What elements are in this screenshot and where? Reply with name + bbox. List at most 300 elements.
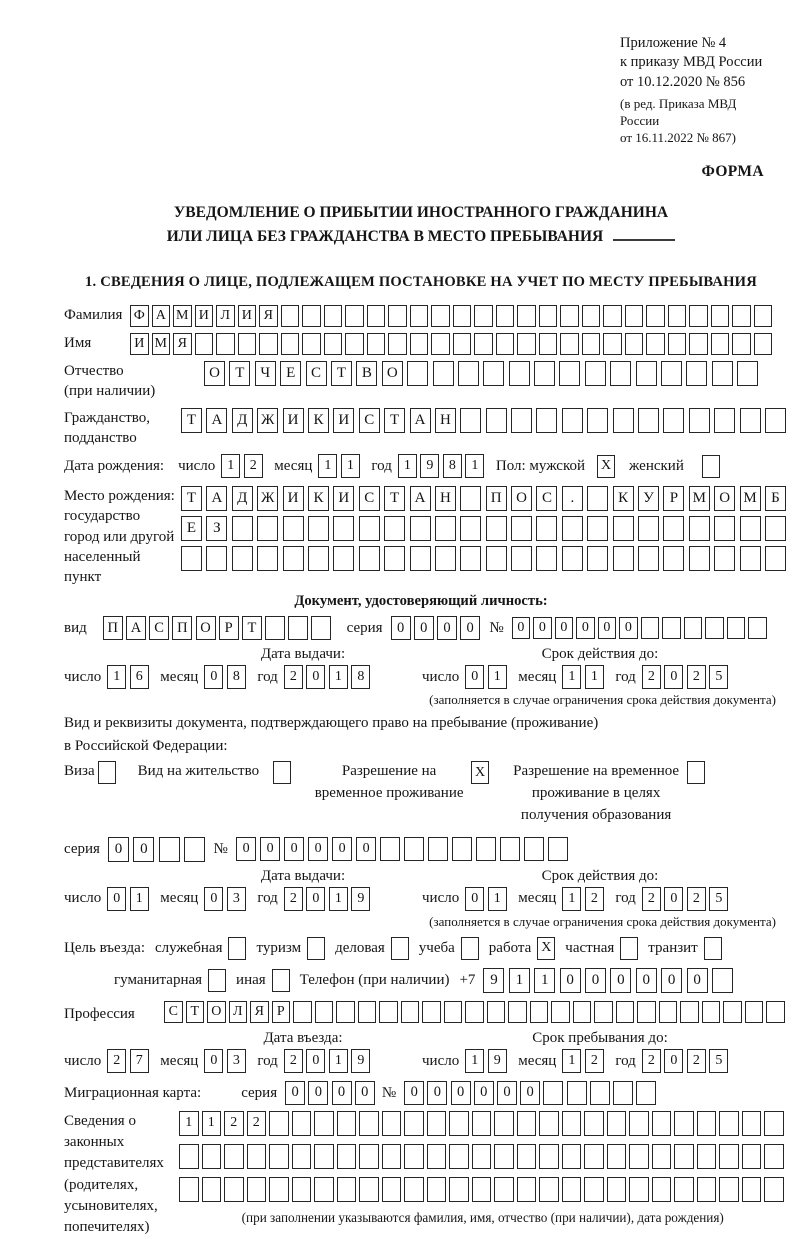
char-cell[interactable]: Т <box>229 361 250 386</box>
char-cell[interactable]: 0 <box>404 1081 424 1105</box>
char-cell[interactable] <box>422 1001 441 1023</box>
char-cell[interactable]: 5 <box>709 665 728 689</box>
char-cell[interactable] <box>410 516 431 541</box>
char-cell[interactable] <box>458 361 479 386</box>
char-cell[interactable] <box>292 1144 312 1169</box>
char-cell[interactable] <box>689 546 710 571</box>
char-cell[interactable] <box>472 1111 492 1136</box>
char-cell[interactable]: М <box>152 333 171 355</box>
char-cell[interactable]: Н <box>435 408 456 433</box>
char-cell[interactable] <box>179 1144 199 1169</box>
char-cell[interactable] <box>765 408 786 433</box>
char-cell[interactable]: 0 <box>664 887 683 911</box>
char-cell[interactable] <box>517 1177 537 1202</box>
char-cell[interactable]: 3 <box>227 887 246 911</box>
char-cell[interactable] <box>379 1001 398 1023</box>
char-cell[interactable] <box>500 837 521 861</box>
char-cell[interactable] <box>259 333 278 355</box>
char-cell[interactable]: 1 <box>562 1049 581 1073</box>
char-cell[interactable] <box>247 1144 267 1169</box>
char-cell[interactable] <box>585 361 606 386</box>
char-cell[interactable]: Я <box>173 333 192 355</box>
char-cell[interactable] <box>560 333 579 355</box>
char-cell[interactable] <box>358 1001 377 1023</box>
char-cell[interactable]: 0 <box>520 1081 540 1105</box>
char-cell[interactable] <box>460 546 481 571</box>
char-cell[interactable]: 1 <box>130 887 149 911</box>
char-cell[interactable]: 1 <box>398 454 417 478</box>
char-cell[interactable] <box>536 408 557 433</box>
purpose-humanitarian-checkbox[interactable] <box>208 969 226 992</box>
char-cell[interactable]: 0 <box>661 968 682 993</box>
char-cell[interactable]: 9 <box>351 887 370 911</box>
char-cell[interactable]: О <box>714 486 735 511</box>
char-cell[interactable]: Т <box>186 1001 205 1023</box>
char-cell[interactable] <box>511 516 532 541</box>
char-cell[interactable]: 1 <box>562 665 581 689</box>
char-cell[interactable] <box>384 546 405 571</box>
char-cell[interactable]: 0 <box>204 665 223 689</box>
char-cell[interactable] <box>636 361 657 386</box>
char-cell[interactable]: 2 <box>244 454 263 478</box>
char-cell[interactable] <box>494 1144 514 1169</box>
purpose-other-checkbox[interactable] <box>272 969 290 992</box>
char-cell[interactable] <box>345 305 364 327</box>
char-cell[interactable]: 0 <box>332 1081 352 1105</box>
char-cell[interactable] <box>308 516 329 541</box>
char-cell[interactable] <box>496 305 515 327</box>
char-cell[interactable]: 0 <box>664 665 683 689</box>
char-cell[interactable] <box>496 333 515 355</box>
char-cell[interactable]: 2 <box>642 887 661 911</box>
char-cell[interactable] <box>638 408 659 433</box>
char-cell[interactable] <box>663 408 684 433</box>
char-cell[interactable] <box>476 837 497 861</box>
char-cell[interactable]: 0 <box>355 1081 375 1105</box>
char-cell[interactable]: Т <box>331 361 352 386</box>
char-cell[interactable]: 0 <box>576 617 595 639</box>
char-cell[interactable]: 0 <box>598 617 617 639</box>
char-cell[interactable]: 6 <box>130 665 149 689</box>
char-cell[interactable]: 0 <box>308 1081 328 1105</box>
char-cell[interactable]: 0 <box>308 837 329 861</box>
char-cell[interactable] <box>587 408 608 433</box>
char-cell[interactable]: 0 <box>260 837 281 861</box>
char-cell[interactable]: М <box>740 486 761 511</box>
char-cell[interactable]: С <box>164 1001 183 1023</box>
char-cell[interactable]: 2 <box>284 887 303 911</box>
char-cell[interactable] <box>610 361 631 386</box>
char-cell[interactable] <box>539 305 558 327</box>
char-cell[interactable] <box>427 1144 447 1169</box>
char-cell[interactable]: Е <box>181 516 202 541</box>
char-cell[interactable]: С <box>359 486 380 511</box>
char-cell[interactable]: 1 <box>318 454 337 478</box>
char-cell[interactable]: Т <box>181 486 202 511</box>
char-cell[interactable]: 2 <box>642 1049 661 1073</box>
char-cell[interactable]: 1 <box>329 1049 348 1073</box>
char-cell[interactable] <box>719 1111 739 1136</box>
char-cell[interactable]: С <box>306 361 327 386</box>
char-cell[interactable] <box>487 1001 506 1023</box>
char-cell[interactable] <box>629 1111 649 1136</box>
char-cell[interactable]: 9 <box>483 968 504 993</box>
char-cell[interactable] <box>754 333 773 355</box>
char-cell[interactable]: Т <box>242 616 262 640</box>
char-cell[interactable] <box>719 1144 739 1169</box>
char-cell[interactable] <box>410 546 431 571</box>
char-cell[interactable]: К <box>308 486 329 511</box>
char-cell[interactable]: И <box>333 408 354 433</box>
char-cell[interactable]: 1 <box>107 665 126 689</box>
char-cell[interactable]: Л <box>216 305 235 327</box>
char-cell[interactable] <box>616 1001 635 1023</box>
char-cell[interactable]: К <box>308 408 329 433</box>
char-cell[interactable] <box>472 1177 492 1202</box>
char-cell[interactable] <box>711 305 730 327</box>
char-cell[interactable] <box>232 516 253 541</box>
char-cell[interactable] <box>637 1001 656 1023</box>
char-cell[interactable]: Р <box>219 616 239 640</box>
char-cell[interactable]: 9 <box>488 1049 507 1073</box>
char-cell[interactable]: 1 <box>488 887 507 911</box>
char-cell[interactable]: 0 <box>236 837 257 861</box>
char-cell[interactable] <box>562 408 583 433</box>
char-cell[interactable] <box>629 1144 649 1169</box>
char-cell[interactable] <box>281 305 300 327</box>
char-cell[interactable] <box>582 333 601 355</box>
char-cell[interactable] <box>594 1001 613 1023</box>
char-cell[interactable] <box>337 1177 357 1202</box>
char-cell[interactable] <box>292 1177 312 1202</box>
char-cell[interactable] <box>517 333 536 355</box>
char-cell[interactable] <box>314 1144 334 1169</box>
char-cell[interactable]: И <box>238 305 257 327</box>
char-cell[interactable] <box>324 305 343 327</box>
char-cell[interactable] <box>590 1081 610 1105</box>
char-cell[interactable] <box>483 361 504 386</box>
char-cell[interactable]: А <box>126 616 146 640</box>
char-cell[interactable] <box>474 305 493 327</box>
char-cell[interactable] <box>404 1177 424 1202</box>
char-cell[interactable] <box>714 516 735 541</box>
char-cell[interactable] <box>711 333 730 355</box>
char-cell[interactable] <box>765 546 786 571</box>
char-cell[interactable] <box>603 305 622 327</box>
char-cell[interactable] <box>603 333 622 355</box>
char-cell[interactable]: 1 <box>465 454 484 478</box>
char-cell[interactable] <box>652 1177 672 1202</box>
char-cell[interactable] <box>179 1177 199 1202</box>
char-cell[interactable] <box>324 333 343 355</box>
char-cell[interactable] <box>382 1144 402 1169</box>
char-cell[interactable]: 2 <box>284 1049 303 1073</box>
char-cell[interactable] <box>257 546 278 571</box>
char-cell[interactable]: 1 <box>221 454 240 478</box>
char-cell[interactable] <box>543 1081 563 1105</box>
char-cell[interactable]: 1 <box>329 887 348 911</box>
char-cell[interactable] <box>582 305 601 327</box>
char-cell[interactable] <box>269 1111 289 1136</box>
char-cell[interactable]: 1 <box>509 968 530 993</box>
char-cell[interactable] <box>742 1177 762 1202</box>
char-cell[interactable] <box>680 1001 699 1023</box>
char-cell[interactable]: Е <box>280 361 301 386</box>
char-cell[interactable] <box>764 1111 784 1136</box>
char-cell[interactable]: 2 <box>687 665 706 689</box>
purpose-private-checkbox[interactable] <box>620 937 638 960</box>
char-cell[interactable] <box>551 1001 570 1023</box>
char-cell[interactable]: 8 <box>227 665 246 689</box>
char-cell[interactable]: 0 <box>497 1081 517 1105</box>
char-cell[interactable]: 2 <box>687 887 706 911</box>
char-cell[interactable]: 0 <box>533 617 552 639</box>
char-cell[interactable]: 0 <box>460 616 480 640</box>
char-cell[interactable] <box>486 408 507 433</box>
char-cell[interactable]: П <box>103 616 123 640</box>
char-cell[interactable] <box>269 1144 289 1169</box>
char-cell[interactable] <box>232 546 253 571</box>
sex-male-checkbox[interactable]: X <box>597 455 615 478</box>
char-cell[interactable]: 0 <box>306 887 325 911</box>
char-cell[interactable] <box>714 546 735 571</box>
char-cell[interactable] <box>587 486 608 511</box>
char-cell[interactable] <box>427 1111 447 1136</box>
char-cell[interactable]: 0 <box>107 887 126 911</box>
char-cell[interactable]: 0 <box>555 617 574 639</box>
char-cell[interactable] <box>293 1001 312 1023</box>
char-cell[interactable] <box>460 516 481 541</box>
char-cell[interactable]: 8 <box>443 454 462 478</box>
char-cell[interactable] <box>382 1177 402 1202</box>
option-temp-residence-checkbox[interactable]: X <box>471 761 489 784</box>
char-cell[interactable]: А <box>206 486 227 511</box>
char-cell[interactable]: 0 <box>414 616 434 640</box>
char-cell[interactable] <box>668 305 687 327</box>
char-cell[interactable] <box>460 486 481 511</box>
char-cell[interactable] <box>732 305 751 327</box>
char-cell[interactable] <box>727 617 746 639</box>
char-cell[interactable] <box>652 1111 672 1136</box>
char-cell[interactable] <box>224 1177 244 1202</box>
char-cell[interactable]: И <box>333 486 354 511</box>
char-cell[interactable] <box>388 333 407 355</box>
char-cell[interactable] <box>367 333 386 355</box>
char-cell[interactable]: 1 <box>179 1111 199 1136</box>
char-cell[interactable]: 1 <box>341 454 360 478</box>
char-cell[interactable]: 0 <box>512 617 531 639</box>
char-cell[interactable]: 0 <box>474 1081 494 1105</box>
char-cell[interactable] <box>663 546 684 571</box>
char-cell[interactable]: П <box>172 616 192 640</box>
char-cell[interactable]: Я <box>250 1001 269 1023</box>
char-cell[interactable]: 0 <box>284 837 305 861</box>
char-cell[interactable] <box>689 516 710 541</box>
char-cell[interactable] <box>404 1144 424 1169</box>
char-cell[interactable] <box>283 546 304 571</box>
char-cell[interactable]: Р <box>272 1001 291 1023</box>
char-cell[interactable] <box>705 617 724 639</box>
char-cell[interactable] <box>697 1111 717 1136</box>
char-cell[interactable] <box>524 837 545 861</box>
char-cell[interactable] <box>607 1144 627 1169</box>
char-cell[interactable] <box>308 546 329 571</box>
char-cell[interactable] <box>646 305 665 327</box>
char-cell[interactable] <box>765 516 786 541</box>
char-cell[interactable]: С <box>536 486 557 511</box>
char-cell[interactable]: 2 <box>687 1049 706 1073</box>
char-cell[interactable] <box>689 408 710 433</box>
char-cell[interactable] <box>661 361 682 386</box>
char-cell[interactable] <box>388 305 407 327</box>
char-cell[interactable]: О <box>511 486 532 511</box>
char-cell[interactable] <box>206 546 227 571</box>
char-cell[interactable] <box>613 1081 633 1105</box>
purpose-official-checkbox[interactable] <box>228 937 246 960</box>
char-cell[interactable]: Д <box>232 486 253 511</box>
char-cell[interactable]: 2 <box>585 887 604 911</box>
char-cell[interactable] <box>337 1144 357 1169</box>
char-cell[interactable] <box>292 1111 312 1136</box>
char-cell[interactable] <box>686 361 707 386</box>
option-visa-checkbox[interactable] <box>98 761 116 784</box>
char-cell[interactable] <box>668 333 687 355</box>
char-cell[interactable] <box>766 1001 785 1023</box>
char-cell[interactable]: 5 <box>709 1049 728 1073</box>
char-cell[interactable]: 8 <box>351 665 370 689</box>
char-cell[interactable]: О <box>382 361 403 386</box>
char-cell[interactable]: 1 <box>562 887 581 911</box>
char-cell[interactable] <box>562 516 583 541</box>
char-cell[interactable]: Ч <box>255 361 276 386</box>
char-cell[interactable] <box>536 516 557 541</box>
char-cell[interactable] <box>584 1144 604 1169</box>
char-cell[interactable] <box>629 1177 649 1202</box>
char-cell[interactable] <box>652 1144 672 1169</box>
char-cell[interactable]: Ф <box>130 305 149 327</box>
purpose-tourism-checkbox[interactable] <box>307 937 325 960</box>
char-cell[interactable]: 0 <box>451 1081 471 1105</box>
char-cell[interactable] <box>453 305 472 327</box>
char-cell[interactable]: В <box>356 361 377 386</box>
char-cell[interactable]: А <box>410 408 431 433</box>
char-cell[interactable]: А <box>410 486 431 511</box>
char-cell[interactable] <box>384 516 405 541</box>
char-cell[interactable]: 1 <box>534 968 555 993</box>
char-cell[interactable]: М <box>689 486 710 511</box>
char-cell[interactable] <box>562 1144 582 1169</box>
char-cell[interactable]: 0 <box>687 968 708 993</box>
char-cell[interactable]: С <box>359 408 380 433</box>
char-cell[interactable] <box>509 361 530 386</box>
option-temp-residence-education-checkbox[interactable] <box>687 761 705 784</box>
char-cell[interactable]: Т <box>181 408 202 433</box>
char-cell[interactable] <box>202 1144 222 1169</box>
char-cell[interactable] <box>517 1111 537 1136</box>
char-cell[interactable]: 0 <box>204 887 223 911</box>
char-cell[interactable]: Л <box>229 1001 248 1023</box>
char-cell[interactable] <box>740 516 761 541</box>
char-cell[interactable] <box>539 1144 559 1169</box>
char-cell[interactable] <box>288 616 308 640</box>
char-cell[interactable] <box>281 333 300 355</box>
char-cell[interactable] <box>315 1001 334 1023</box>
char-cell[interactable]: 0 <box>437 616 457 640</box>
char-cell[interactable] <box>486 546 507 571</box>
char-cell[interactable] <box>638 546 659 571</box>
char-cell[interactable]: 0 <box>204 1049 223 1073</box>
char-cell[interactable] <box>740 408 761 433</box>
char-cell[interactable] <box>202 1177 222 1202</box>
char-cell[interactable] <box>748 617 767 639</box>
char-cell[interactable] <box>238 333 257 355</box>
char-cell[interactable]: 2 <box>585 1049 604 1073</box>
char-cell[interactable] <box>302 333 321 355</box>
char-cell[interactable] <box>536 546 557 571</box>
char-cell[interactable] <box>584 1177 604 1202</box>
char-cell[interactable]: Ж <box>257 486 278 511</box>
char-cell[interactable] <box>732 333 751 355</box>
char-cell[interactable] <box>625 305 644 327</box>
char-cell[interactable]: 1 <box>488 665 507 689</box>
char-cell[interactable] <box>410 333 429 355</box>
char-cell[interactable]: Т <box>384 486 405 511</box>
char-cell[interactable] <box>453 333 472 355</box>
char-cell[interactable] <box>517 305 536 327</box>
char-cell[interactable] <box>404 837 425 861</box>
char-cell[interactable] <box>224 1144 244 1169</box>
char-cell[interactable]: И <box>283 408 304 433</box>
char-cell[interactable] <box>472 1144 492 1169</box>
char-cell[interactable] <box>269 1177 289 1202</box>
char-cell[interactable] <box>382 1111 402 1136</box>
char-cell[interactable] <box>486 516 507 541</box>
char-cell[interactable] <box>404 1111 424 1136</box>
char-cell[interactable] <box>638 516 659 541</box>
char-cell[interactable]: 0 <box>356 837 377 861</box>
char-cell[interactable] <box>740 546 761 571</box>
char-cell[interactable] <box>636 1081 656 1105</box>
char-cell[interactable]: 0 <box>465 665 484 689</box>
char-cell[interactable]: Р <box>663 486 684 511</box>
char-cell[interactable]: 9 <box>420 454 439 478</box>
char-cell[interactable] <box>428 837 449 861</box>
char-cell[interactable] <box>511 408 532 433</box>
char-cell[interactable] <box>302 305 321 327</box>
char-cell[interactable]: 2 <box>224 1111 244 1136</box>
char-cell[interactable]: О <box>207 1001 226 1023</box>
char-cell[interactable]: 0 <box>636 968 657 993</box>
option-residence-permit-checkbox[interactable] <box>273 761 291 784</box>
char-cell[interactable] <box>380 837 401 861</box>
purpose-study-checkbox[interactable] <box>461 937 479 960</box>
char-cell[interactable] <box>613 546 634 571</box>
char-cell[interactable]: И <box>283 486 304 511</box>
char-cell[interactable] <box>697 1144 717 1169</box>
char-cell[interactable] <box>359 546 380 571</box>
char-cell[interactable] <box>737 361 758 386</box>
char-cell[interactable] <box>697 1177 717 1202</box>
char-cell[interactable] <box>410 305 429 327</box>
char-cell[interactable]: Я <box>259 305 278 327</box>
char-cell[interactable]: 0 <box>619 617 638 639</box>
char-cell[interactable] <box>311 616 331 640</box>
char-cell[interactable] <box>530 1001 549 1023</box>
char-cell[interactable] <box>754 305 773 327</box>
char-cell[interactable] <box>427 1177 447 1202</box>
char-cell[interactable] <box>247 1177 267 1202</box>
char-cell[interactable] <box>607 1111 627 1136</box>
